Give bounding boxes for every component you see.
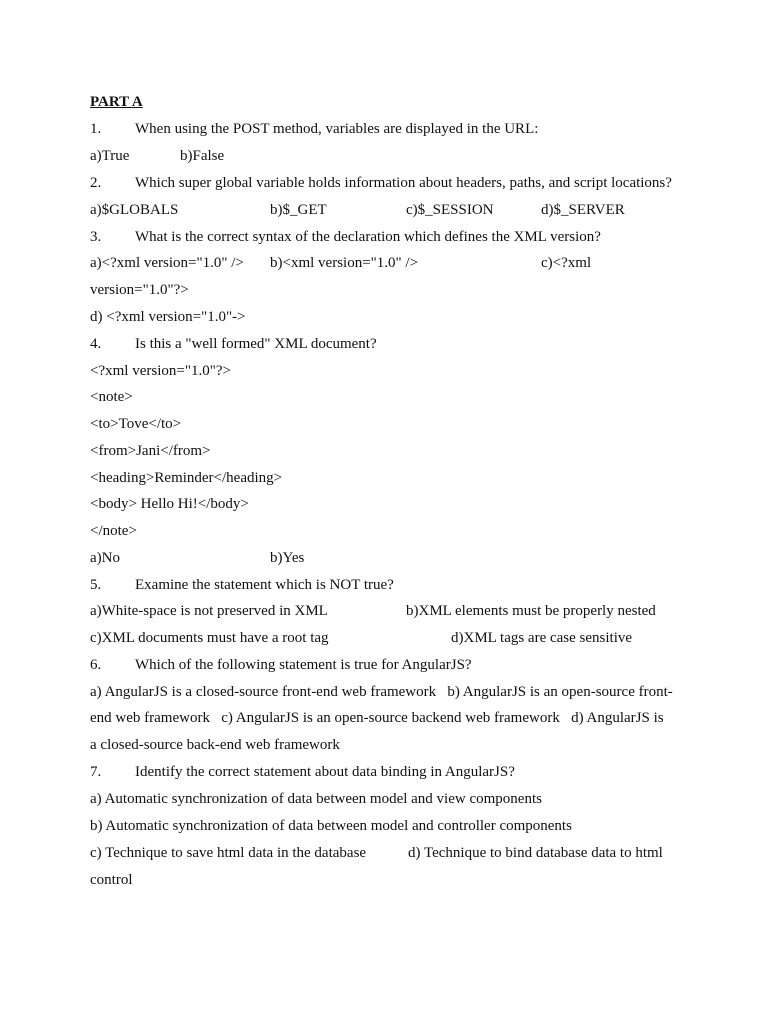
question-2-option-c: c)$_SESSION	[406, 202, 494, 218]
code-line: <body> Hello Hi!</body>	[90, 496, 249, 512]
question-3-option-a: a)<?xml version="1.0" />	[90, 255, 244, 271]
question-6-options-line: a) AngularJS is a closed-source front-end web framework b) AngularJS is an open-source front-	[90, 684, 673, 700]
question-6-number: 6.	[90, 657, 102, 673]
question-1-text: When using the POST method, variables are displayed in the URL:	[135, 121, 539, 137]
question-4-text: Is this a "well formed" XML document?	[135, 336, 377, 352]
question-5-number: 5.	[90, 577, 102, 593]
question-2-text: Which super global variable holds information about headers, paths, and script locations?	[135, 175, 672, 191]
question-7-number: 7.	[90, 764, 102, 780]
question-7-option-c: c) Technique to save html data in the database	[90, 845, 367, 861]
question-3-number: 3.	[90, 229, 102, 245]
code-line: </note>	[90, 523, 137, 539]
question-7-option-b: b) Automatic synchronization of data between model and controller components	[90, 818, 572, 834]
question-5-option-c: c)XML documents must have a root tag	[90, 630, 329, 646]
question-6-options-line: end web framework c) AngularJS is an open-source backend web framework d) AngularJS is	[90, 710, 664, 726]
question-4-option-b: b)Yes	[270, 550, 305, 566]
question-5-option-b: b)XML elements must be properly nested	[406, 603, 656, 619]
question-3-option-b: b)<xml version="1.0" />	[270, 255, 419, 271]
question-3-option-c: c)<?xml	[541, 255, 592, 271]
question-5-option-d: d)XML tags are case sensitive	[451, 630, 633, 646]
question-6-options-line: a closed-source back-end web framework	[90, 737, 340, 753]
question-6-text: Which of the following statement is true for AngularJS?	[135, 657, 472, 673]
part-heading: PART A	[90, 94, 143, 110]
code-line: <?xml version="1.0"?>	[90, 363, 231, 379]
question-7-option-d-cont: control	[90, 872, 133, 888]
code-line: <note>	[90, 389, 133, 405]
question-4-option-a: a)No	[90, 550, 120, 566]
question-3-option-d: d) <?xml version="1.0"->	[90, 309, 246, 325]
question-7-text: Identify the correct statement about data binding in AngularJS?	[135, 764, 515, 780]
code-line: <heading>Reminder</heading>	[90, 470, 283, 486]
question-2-option-d: d)$_SERVER	[541, 202, 625, 218]
question-5-option-a: a)White-space is not preserved in XML	[90, 603, 328, 619]
question-2-option-a: a)$GLOBALS	[90, 202, 179, 218]
question-1-option-b: b)False	[180, 148, 225, 164]
question-7-option-a: a) Automatic synchronization of data between model and view components	[90, 791, 542, 807]
question-7-option-d: d) Technique to bind database data to html	[408, 845, 663, 861]
question-4-number: 4.	[90, 336, 102, 352]
question-3-option-c-cont: version="1.0"?>	[90, 282, 189, 298]
question-2-option-b: b)$_GET	[270, 202, 327, 218]
code-line: <to>Tove</to>	[90, 416, 182, 432]
question-1-number: 1.	[90, 121, 102, 137]
question-5-text: Examine the statement which is NOT true?	[135, 577, 394, 593]
question-1-option-a: a)True	[90, 148, 130, 164]
question-3-text: What is the correct syntax of the declaration which defines the XML version?	[135, 229, 601, 245]
question-2-number: 2.	[90, 175, 102, 191]
code-line: <from>Jani</from>	[90, 443, 211, 459]
